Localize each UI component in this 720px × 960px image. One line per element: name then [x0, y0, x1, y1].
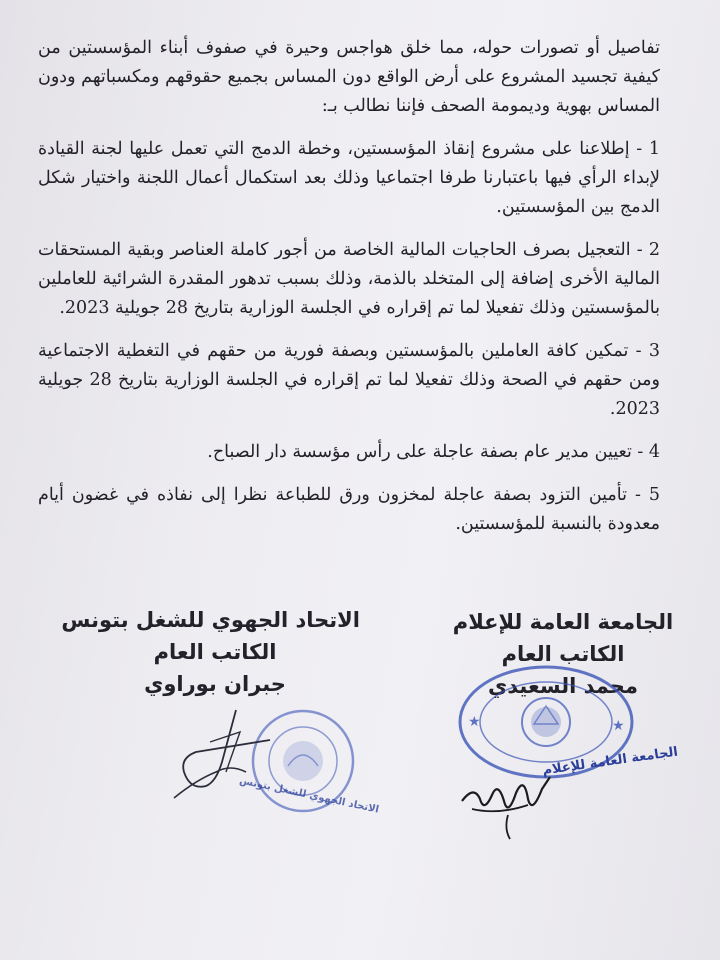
letter-body: [38, 34, 660, 553]
signatory-organization: الجامعة العامة للإعلام: [452, 610, 674, 634]
demand-4: 4 - تعيين مدير عام بصفة عاجلة على رأس مؤسسة دار الصباح.: [207, 442, 660, 462]
signature-block-left: [61, 604, 360, 700]
svg-text:★: ★: [612, 718, 625, 734]
signatory-role: الكاتب العام: [153, 640, 277, 664]
demand-5: 5 - تأمين التزود بصفة عاجلة لمخزون ورق للطباعة نظرا إلى نفاذه في غضون أيام معدودة بالنسبة للمؤسستين.: [38, 485, 660, 534]
stamp-left-text: الاتحاد الجهوي للشغل بتونس: [238, 775, 380, 816]
demand-1: 1 - إطلاعنا على مشروع إنقاذ المؤسستين، وخطة الدمج التي تعمل عليها لجنة القيادة لإبداء الرأي فيها باعتبارنا طرفا اجتماعيا وذلك بعد استكمال أعمال اللجنة واختيار شكل الدمج بين المؤسستين.: [38, 139, 660, 217]
intro-paragraph: تفاصيل أو تصورات حوله، مما خلق هواجس وحيرة في صفوف أبناء المؤسستين من كيفية تجسيد المشروع على أرض الواقع دون المساس بجميع حقوقهم ومكسباتهم ودون المساس بهوية وديمومة الصحف فإننا نطالب بـ:: [38, 38, 660, 116]
svg-text:★: ★: [468, 714, 481, 730]
signatory-role: الكاتب العام: [501, 642, 625, 666]
demand-2: 2 - التعجيل بصرف الحاجيات المالية الخاصة من أجور كاملة العناصر وبقية المستحقات المالية الأخرى إضافة إلى المتخلد بالذمة، وذلك بسبب تدهور المقدرة الشرائية للعاملين بالمؤسستين وذلك تفعيلا لما تم إقراره في الجلسة الوزارية بتاريخ 28 جويلية 2023.: [38, 240, 660, 318]
signature-scribble-left: [166, 702, 276, 822]
signatory-name: جبران بوراوي: [144, 672, 286, 696]
demand-3: 3 - تمكين كافة العاملين بالمؤسستين وبصفة فورية من حقهم في التغطية الاجتماعية ومن حقهم في الصحة وذلك تفعيلا لما تم إقراره في الجلسة الوزارية بتاريخ 28 جويلية 2023.: [38, 341, 661, 419]
signature-scribble-right: [458, 755, 558, 845]
signatory-name: محمد السعيدي: [488, 674, 638, 698]
signatory-organization: الاتحاد الجهوي للشغل بتونس: [61, 608, 360, 632]
stamp-right-text: الجامعة العامة للإعلام: [541, 744, 679, 779]
